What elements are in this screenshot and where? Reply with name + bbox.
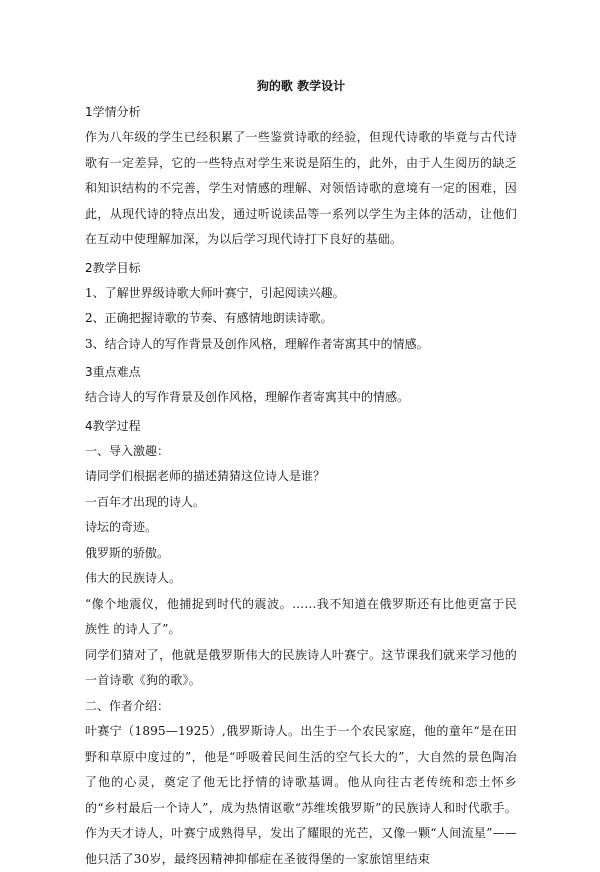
part1-title: 一、导入激趣： <box>85 443 170 458</box>
section-heading-key-points: 3重点难点 <box>85 365 141 379</box>
objective-item: 1、了解世界级诗歌大师叶赛宁，引起阅读兴趣。 <box>85 285 345 300</box>
process-line: 一百年才出现的诗人。 <box>85 494 206 509</box>
part2-title: 二、作者介绍： <box>85 698 170 713</box>
objective-item: 3、结合诗人的写作背景及创作风格，理解作者寄寓其中的情感。 <box>85 336 429 351</box>
process-line: 诗坛的奇迹。 <box>85 520 158 534</box>
intro-paragraph: 同学们猜对了，他就是俄罗斯伟大的民族诗人叶赛宁。这节课我们就来学习他的一首诗歌《狗的歌》。 <box>85 647 517 687</box>
process-line: 请同学们根据老师的描述猜猜这位诗人是谁？ <box>85 469 326 483</box>
process-line: 俄罗斯的骄傲。 <box>85 545 170 560</box>
quote-paragraph: “像个地震仪，他捕捉到时代的震波。……我不知道在俄罗斯还有比他更富于民族性 的诗人了”。 <box>85 596 517 636</box>
process-line: 伟大的民族诗人。 <box>85 571 182 585</box>
section-heading-process: 4教学过程 <box>85 418 141 433</box>
section-heading-learner-analysis: 1学情分析 <box>85 105 141 119</box>
author-paragraph: 叶赛宁（1895—1925）,俄罗斯诗人。出生于一个农民家庭，他的童年“是在田野和草原中度过的”，他是“呼吸着民间生活的空气长大的”，大自然的景色陶冶了他的心灵，奠定了他无比抒情的诗歌基调。他从向往古老传统和恋土怀乡的“乡村最后一个诗人”，成为热情讴歌“苏维埃俄罗斯”的民族诗人和时代歌手。作为天才诗人，叶赛宁成熟得早，发出了耀眼的光芒，又像一颗“人间流星”——他只活了30岁，最终因精神抑郁症在圣彼得堡的一家旅馆里结束 <box>85 724 517 866</box>
document-page <box>85 74 517 872</box>
document-title: 狗的歌 教学设计 <box>256 79 346 93</box>
learner-analysis-paragraph: 作为八年级的学生已经积累了一些鉴赏诗歌的经验，但现代诗歌的毕竟与古代诗歌有一定差异，它的一些特点对学生来说是陌生的，此外，由于人生阅历的缺乏和知识结构的不完善，学生对情感的理解、对领悟诗歌的意境有一定的困难，因此，从现代诗的特点出发，通过听说读品等一系列以学生为主体的活动，让他们在互动中使理解加深，为以后学习现代诗打下良好的基础。 <box>85 130 517 246</box>
objective-item: 2、正确把握诗歌的节奏、有感情地朗读诗歌。 <box>85 311 333 325</box>
section-heading-objectives: 2教学目标 <box>85 260 141 275</box>
key-points-text: 结合诗人的写作背景及创作风格，理解作者寄寓其中的情感。 <box>85 390 410 404</box>
